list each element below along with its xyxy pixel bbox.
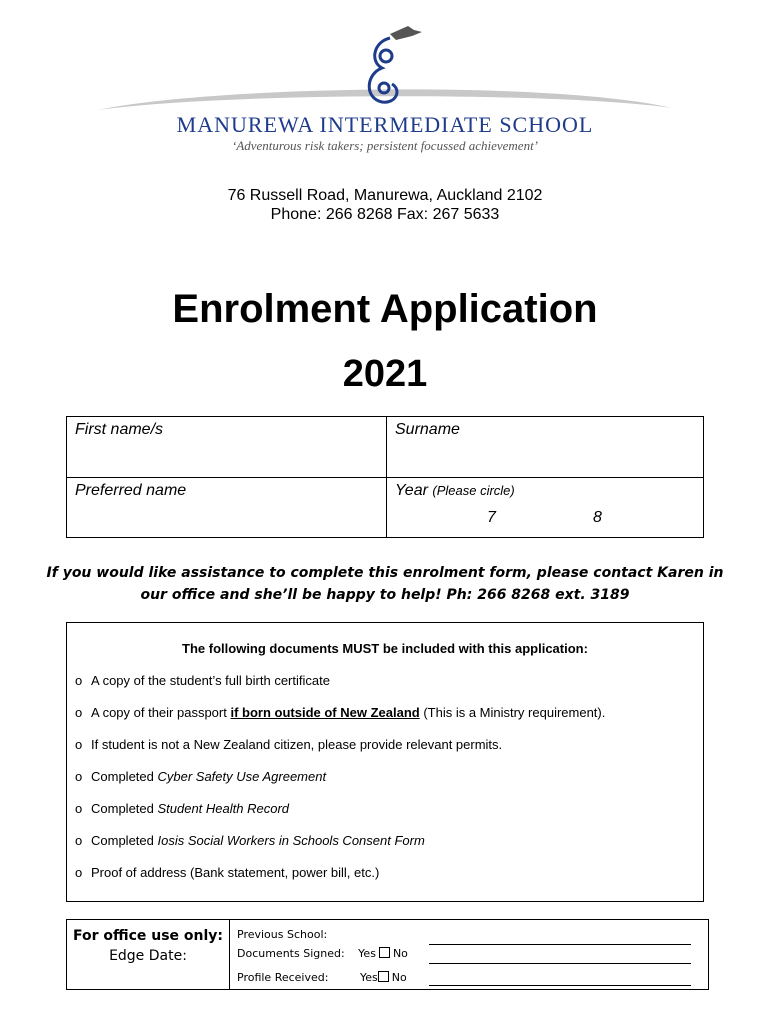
list-item xyxy=(75,673,330,688)
required-documents-box xyxy=(66,622,704,902)
assistance-note xyxy=(40,562,730,606)
assistance-line: our office and she’ll be happy to help! Ph: 266 8268 ext. 3189 xyxy=(140,587,630,603)
office-heading: For office use only: xyxy=(72,928,224,944)
previous-school-line[interactable] xyxy=(429,944,691,945)
profile-received-checkbox[interactable] xyxy=(378,971,389,982)
doc-text: A copy of the student’s full birth certificate xyxy=(91,673,330,688)
school-logo xyxy=(90,18,680,118)
yes-label: Yes xyxy=(359,971,378,984)
address-line: 76 Russell Road, Manurewa, Auckland 2102 xyxy=(227,187,543,204)
doc-title: Iosis Social Workers in Schools Consent Form xyxy=(157,833,425,848)
documents-signed-row xyxy=(237,947,408,960)
list-item xyxy=(75,737,502,752)
previous-school-row xyxy=(237,928,327,941)
office-divider xyxy=(229,920,230,989)
documents-signed-label: Documents Signed: xyxy=(237,947,345,960)
documents-heading: The following documents MUST be included with this application: xyxy=(182,641,588,656)
bullet: o xyxy=(75,865,83,880)
doc-text: Proof of address (Bank statement, power bill, etc.) xyxy=(91,865,380,880)
doc-text: Completed xyxy=(91,801,158,816)
year-field xyxy=(387,478,704,538)
yes-label: Yes xyxy=(358,947,376,960)
year-option-8[interactable]: 8 xyxy=(593,509,602,526)
preferred-name-field[interactable] xyxy=(67,478,386,538)
list-item xyxy=(75,865,379,880)
documents-signed-checkbox[interactable] xyxy=(379,947,390,958)
doc-title: Student Health Record xyxy=(157,801,290,816)
school-name: MANUREWA INTERMEDIATE SCHOOL xyxy=(176,112,594,137)
list-item xyxy=(75,801,289,816)
year-note: (Please circle) xyxy=(432,483,515,498)
bullet: o xyxy=(75,705,83,720)
school-address xyxy=(0,186,770,224)
doc-text: (This is a Ministry requirement). xyxy=(419,705,606,720)
first-name-field[interactable] xyxy=(67,417,386,477)
no-label: No xyxy=(391,971,407,984)
doc-text: Completed xyxy=(91,769,158,784)
surname-label: Surname xyxy=(395,421,460,438)
bullet: o xyxy=(75,833,83,848)
documents-signed-line[interactable] xyxy=(429,963,691,964)
bullet: o xyxy=(75,737,83,752)
preferred-name-label: Preferred name xyxy=(75,482,187,499)
no-label: No xyxy=(392,947,408,960)
first-name-label: First name/s xyxy=(75,421,164,438)
student-name-table xyxy=(66,416,704,538)
bullet: o xyxy=(75,801,83,816)
assistance-line: If you would like assistance to complete this enrolment form, please contact Karen in xyxy=(46,565,724,581)
page-title: Enrolment Application xyxy=(172,287,598,331)
bullet: o xyxy=(75,673,83,688)
list-item xyxy=(75,769,326,784)
doc-text: If student is not a New Zealand citizen, please provide relevant permits. xyxy=(91,737,503,752)
doc-title: Cyber Safety Use Agreement xyxy=(157,769,327,784)
profile-received-label: Profile Received: xyxy=(237,971,329,984)
list-item xyxy=(75,833,425,848)
doc-text: Completed xyxy=(91,833,158,848)
phone-line: Phone: 266 8268 Fax: 267 5633 xyxy=(270,206,500,223)
application-year: 2021 xyxy=(342,353,428,395)
previous-school-label: Previous School: xyxy=(237,928,328,941)
bullet: o xyxy=(75,769,83,784)
edge-date-label: Edge Date: xyxy=(109,948,187,964)
school-motto: ‘Adventurous risk takers; persistent focussed achievement’ xyxy=(231,138,539,153)
doc-emphasis: if born outside of New Zealand xyxy=(230,705,420,720)
office-use-box xyxy=(66,919,709,990)
office-left-panel xyxy=(67,926,229,966)
profile-received-line[interactable] xyxy=(429,985,691,986)
surname-field[interactable] xyxy=(387,417,704,477)
profile-received-row xyxy=(237,971,407,984)
year-label: Year xyxy=(395,482,428,499)
doc-text: A copy of their passport xyxy=(91,705,231,720)
year-option-7[interactable]: 7 xyxy=(487,509,496,526)
list-item xyxy=(75,705,605,720)
